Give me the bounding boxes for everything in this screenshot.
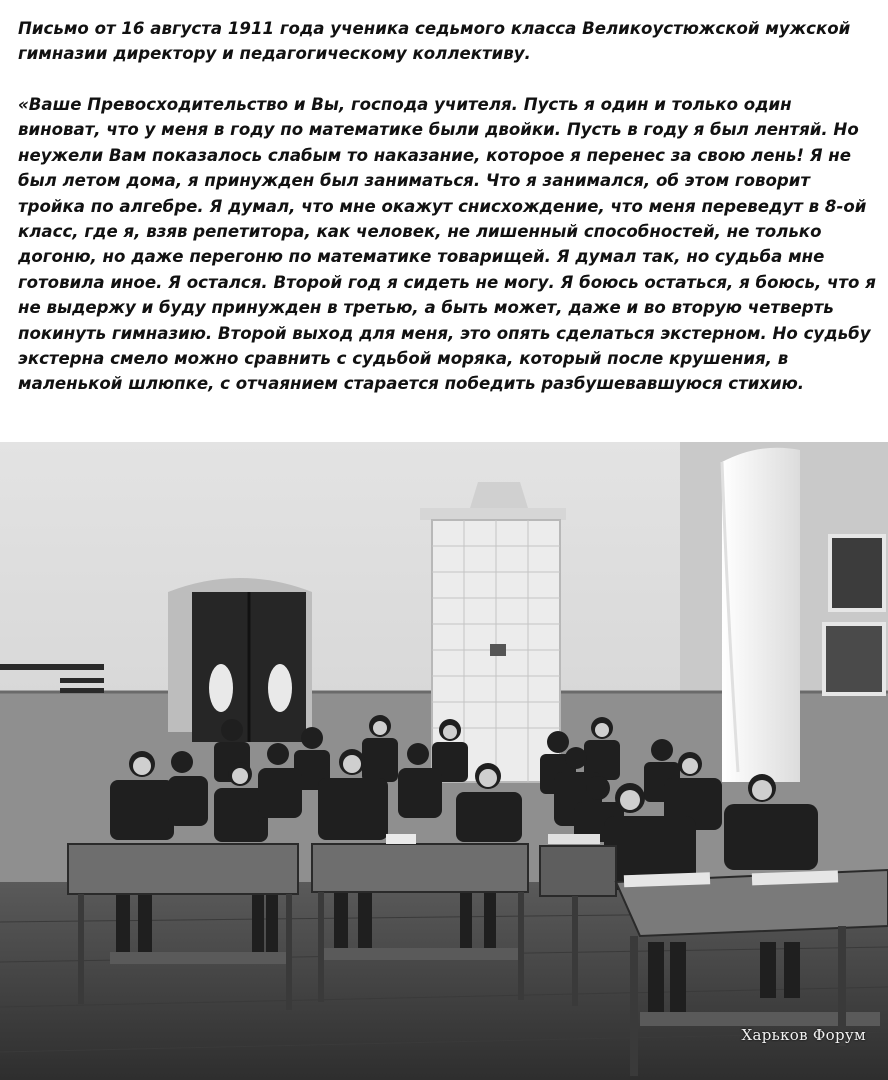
wall-picture bbox=[824, 624, 884, 694]
desk bbox=[68, 844, 298, 894]
watermark: Харьков Форум bbox=[741, 1026, 866, 1044]
door-window-right bbox=[268, 664, 292, 712]
text-block bbox=[0, 0, 888, 442]
window bbox=[722, 448, 800, 782]
desk bbox=[540, 846, 616, 896]
wall-picture bbox=[830, 536, 884, 610]
classroom-photo bbox=[0, 442, 888, 1080]
letter-body: «Ваше Превосходительство и Вы, господа учителя. Пусть я один и только один виноват, что у меня в году по математике были двойки. Пусть в году я был лентяй. Но неужели Вам показалось слабым то наказание, которое я перенес за свою лень! Я не был летом дома, я принужден был заниматься. Что я занимался, об этом говорит тройка по алгебре. Я думал, что мне окажут снисхождение, что меня переведут в 8-ой класс, где я, взяв репетитора, как человек, не лишенный способностей, не только догоню, но даже перегоню по математике товарищей. Я думал так, но судьба мне готовила иное. Я остался. Второй год я сидеть не могу. Я боюсь остаться, я боюсь, что я не выдержу и буду принужден в третью, а быть может, даже и во вторую четверть покинуть гимназию. Второй выход для меня, это опять сделаться экстерном. Но судьбу экстерна смело можно сравнить с судьбой моряка, который после крушения, в маленькой шлюпке, с отчаянием старается победить разбушевавшуюся стихию. bbox=[18, 95, 876, 394]
classroom-photo-illustration bbox=[0, 442, 888, 1080]
desk bbox=[312, 844, 528, 892]
door-window-left bbox=[209, 664, 233, 712]
letter-heading: Письмо от 16 августа 1911 года ученика седьмого класса Великоустюжской мужской гимназии директору и педагогическому коллективу. bbox=[18, 19, 851, 63]
wall-rack bbox=[0, 664, 104, 670]
stove-vent bbox=[490, 644, 506, 656]
book bbox=[548, 834, 600, 844]
book bbox=[386, 834, 416, 844]
stove-cornice bbox=[420, 508, 566, 520]
